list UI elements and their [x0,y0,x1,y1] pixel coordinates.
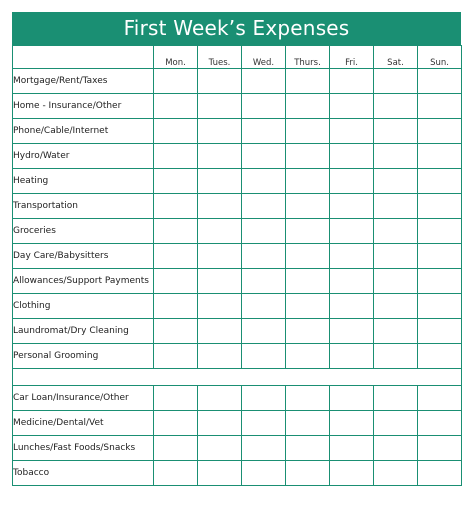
day-header-sun: Sun. [418,46,462,69]
expense-category-label: Groceries [13,219,154,244]
expense-entry-cell[interactable] [374,319,418,344]
expense-entry-cell[interactable] [286,436,330,461]
expense-entry-cell[interactable] [198,244,242,269]
expense-entry-cell[interactable] [198,269,242,294]
expense-entry-cell[interactable] [286,69,330,94]
expense-entry-cell[interactable] [330,411,374,436]
header-blank-cell [13,46,154,69]
day-header-thu: Thurs. [286,46,330,69]
expense-entry-cell[interactable] [286,144,330,169]
expense-entry-cell[interactable] [330,219,374,244]
expense-entry-cell[interactable] [374,294,418,319]
expense-entry-cell[interactable] [418,144,462,169]
expense-entry-cell[interactable] [286,119,330,144]
expense-entry-cell[interactable] [198,169,242,194]
day-header-sat: Sat. [374,46,418,69]
table-row [13,319,462,344]
section-divider-cell [13,369,462,386]
expense-entry-cell[interactable] [154,94,198,119]
expense-entry-cell[interactable] [286,461,330,486]
expense-category-label: Allowances/Support Payments [13,269,154,294]
expense-entry-cell[interactable] [198,461,242,486]
expense-entry-cell[interactable] [330,344,374,369]
expense-entry-cell[interactable] [418,344,462,369]
expense-category-label: Medicine/Dental/Vet [13,411,154,436]
expense-entry-cell[interactable] [198,94,242,119]
expense-entry-cell[interactable] [154,411,198,436]
expense-entry-cell[interactable] [418,411,462,436]
expense-entry-cell[interactable] [198,219,242,244]
table-row [13,294,462,319]
expense-entry-cell[interactable] [154,119,198,144]
expense-entry-cell[interactable] [242,319,286,344]
expense-entry-cell[interactable] [286,344,330,369]
expense-category-label: Home - Insurance/Other [13,94,154,119]
expense-entry-cell[interactable] [330,144,374,169]
expense-entry-cell[interactable] [154,169,198,194]
expense-entry-cell[interactable] [154,194,198,219]
table-row [13,69,462,94]
expense-entry-cell[interactable] [374,194,418,219]
expense-entry-cell[interactable] [286,94,330,119]
expense-entry-cell[interactable] [198,294,242,319]
expense-category-label: Day Care/Babysitters [13,244,154,269]
expense-entry-cell[interactable] [242,119,286,144]
expense-entry-cell[interactable] [374,411,418,436]
expense-category-label: Transportation [13,194,154,219]
expense-entry-cell[interactable] [242,411,286,436]
table-row [13,411,462,436]
expense-entry-cell[interactable] [418,119,462,144]
expense-entry-cell[interactable] [330,119,374,144]
expense-entry-cell[interactable] [198,386,242,411]
table-row [13,144,462,169]
expense-entry-cell[interactable] [418,269,462,294]
expense-entry-cell[interactable] [154,144,198,169]
expense-category-label: Car Loan/Insurance/Other [13,386,154,411]
expense-entry-cell[interactable] [374,244,418,269]
expense-entry-cell[interactable] [242,344,286,369]
expense-entry-cell[interactable] [330,461,374,486]
expense-entry-cell[interactable] [286,411,330,436]
table-body [13,69,462,486]
expense-entry-cell[interactable] [418,194,462,219]
expense-entry-cell[interactable] [374,144,418,169]
expense-entry-cell[interactable] [198,144,242,169]
expense-entry-cell[interactable] [242,269,286,294]
expense-entry-cell[interactable] [154,344,198,369]
expense-entry-cell[interactable] [418,244,462,269]
day-header-fri: Fri. [330,46,374,69]
expense-entry-cell[interactable] [330,94,374,119]
expense-entry-cell[interactable] [330,294,374,319]
expense-entry-cell[interactable] [330,269,374,294]
expense-entry-cell[interactable] [330,386,374,411]
expense-entry-cell[interactable] [154,461,198,486]
expense-entry-cell[interactable] [330,436,374,461]
expense-entry-cell[interactable] [154,69,198,94]
expense-entry-cell[interactable] [198,119,242,144]
table-row [13,194,462,219]
expense-category-label: Clothing [13,294,154,319]
expense-entry-cell[interactable] [330,194,374,219]
expense-entry-cell[interactable] [242,436,286,461]
expense-entry-cell[interactable] [286,244,330,269]
expense-table [12,45,462,486]
expense-entry-cell[interactable] [374,436,418,461]
expense-entry-cell[interactable] [198,411,242,436]
expense-entry-cell[interactable] [154,244,198,269]
expense-category-label: Mortgage/Rent/Taxes [13,69,154,94]
table-row [13,461,462,486]
table-row [13,436,462,461]
expense-entry-cell[interactable] [154,436,198,461]
expense-entry-cell[interactable] [154,319,198,344]
expense-entry-cell[interactable] [418,219,462,244]
expense-entry-cell[interactable] [242,194,286,219]
expense-entry-cell[interactable] [242,461,286,486]
expense-entry-cell[interactable] [154,386,198,411]
day-header-mon: Mon. [154,46,198,69]
expense-entry-cell[interactable] [374,69,418,94]
expense-entry-cell[interactable] [418,436,462,461]
expense-entry-cell[interactable] [286,169,330,194]
expense-entry-cell[interactable] [330,69,374,94]
expense-entry-cell[interactable] [154,294,198,319]
expense-entry-cell[interactable] [242,244,286,269]
expense-entry-cell[interactable] [242,294,286,319]
expense-entry-cell[interactable] [330,244,374,269]
expense-entry-cell[interactable] [418,69,462,94]
expense-category-label: Laundromat/Dry Cleaning [13,319,154,344]
table-row [13,94,462,119]
expense-entry-cell[interactable] [242,386,286,411]
table-row [13,169,462,194]
expense-entry-cell[interactable] [198,69,242,94]
expense-entry-cell[interactable] [330,319,374,344]
expense-entry-cell[interactable] [374,344,418,369]
expense-entry-cell[interactable] [418,386,462,411]
sheet-title: First Week’s Expenses [12,12,461,45]
expense-entry-cell[interactable] [242,69,286,94]
table-row [13,344,462,369]
table-row [13,244,462,269]
expense-entry-cell[interactable] [286,219,330,244]
expense-entry-cell[interactable] [242,144,286,169]
table-row [13,386,462,411]
expense-entry-cell[interactable] [242,169,286,194]
expense-entry-cell[interactable] [198,436,242,461]
expense-category-label: Hydro/Water [13,144,154,169]
expense-entry-cell[interactable] [418,294,462,319]
expense-entry-cell[interactable] [154,219,198,244]
expense-entry-cell[interactable] [154,269,198,294]
expense-entry-cell[interactable] [418,319,462,344]
table-row [13,119,462,144]
expense-entry-cell[interactable] [374,386,418,411]
expense-entry-cell[interactable] [198,194,242,219]
expense-entry-cell[interactable] [242,94,286,119]
expense-entry-cell[interactable] [374,461,418,486]
table-row [13,219,462,244]
expense-entry-cell[interactable] [330,169,374,194]
expense-entry-cell[interactable] [374,269,418,294]
table-row [13,269,462,294]
expense-entry-cell[interactable] [374,94,418,119]
expense-sheet [12,12,461,486]
expense-entry-cell[interactable] [286,269,330,294]
expense-entry-cell[interactable] [418,169,462,194]
expense-category-label: Personal Grooming [13,344,154,369]
expense-category-label: Lunches/Fast Foods/Snacks [13,436,154,461]
expense-category-label: Phone/Cable/Internet [13,119,154,144]
day-header-wed: Wed. [242,46,286,69]
expense-entry-cell[interactable] [198,319,242,344]
expense-category-label: Heating [13,169,154,194]
expense-entry-cell[interactable] [374,169,418,194]
expense-entry-cell[interactable] [418,94,462,119]
expense-entry-cell[interactable] [286,319,330,344]
expense-entry-cell[interactable] [286,294,330,319]
header-row [13,46,462,69]
expense-entry-cell[interactable] [374,119,418,144]
expense-entry-cell[interactable] [286,386,330,411]
expense-category-label: Tobacco [13,461,154,486]
expense-entry-cell[interactable] [418,461,462,486]
expense-entry-cell[interactable] [242,219,286,244]
expense-entry-cell[interactable] [198,344,242,369]
expense-entry-cell[interactable] [286,194,330,219]
section-divider-row [13,369,462,386]
expense-entry-cell[interactable] [374,219,418,244]
day-header-tue: Tues. [198,46,242,69]
